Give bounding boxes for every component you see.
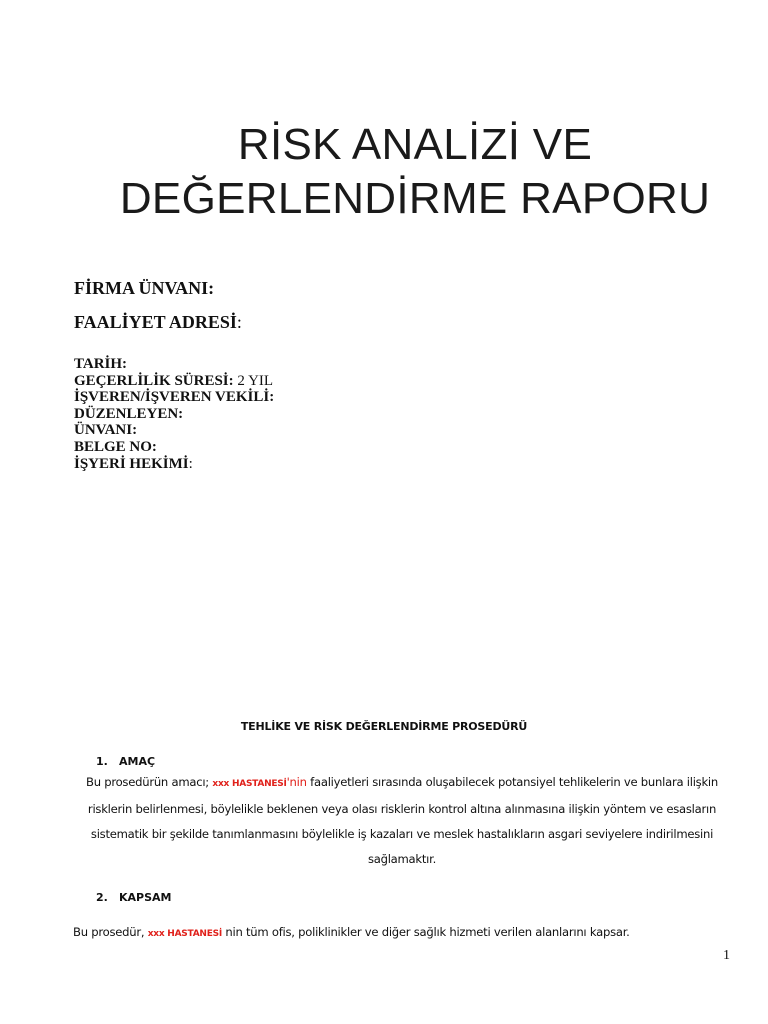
belge-no-label: BELGE NO: — [74, 438, 157, 455]
section-number: 1. — [96, 755, 108, 768]
faaliyet-adresi-colon: : — [236, 312, 242, 332]
section-heading-label: KAPSAM — [119, 891, 172, 904]
firma-unvani-label: FİRMA ÜNVANI: — [74, 278, 215, 298]
page-number: 1 — [723, 948, 730, 963]
tarih-label: TARİH: — [74, 356, 128, 372]
hospital-name: xxx HASTANESİ — [212, 779, 287, 789]
duzenleyen-label: DÜZENLEYEN: — [74, 405, 184, 422]
section-heading-amac — [96, 755, 155, 768]
gecerlilik-value: 2 YIL — [233, 372, 274, 389]
isyeri-hekimi-label: İŞYERİ HEKİMİ — [74, 455, 189, 472]
kapsam-text-before: Bu prosedür, — [73, 925, 148, 939]
amac-paragraph — [68, 770, 736, 872]
amac-text-before: Bu prosedürün amacı; — [85, 775, 213, 789]
isyeri-hekimi-colon: : — [188, 455, 193, 472]
faaliyet-adresi-field — [74, 312, 242, 333]
isveren-label: İŞVEREN/İŞVEREN VEKİLİ: — [74, 389, 275, 406]
unvani-label: ÜNVANI: — [74, 422, 138, 439]
gecerlilik-label: GEÇERLİLİK SÜRESİ: — [74, 372, 234, 389]
section-heading-kapsam — [96, 891, 171, 904]
report-title — [60, 118, 768, 226]
faaliyet-adresi-label: FAALİYET ADRESİ — [74, 312, 237, 332]
report-meta-block — [74, 356, 274, 472]
hospital-name: xxx HASTANESİ — [147, 929, 222, 939]
hospital-suffix: 'nin — [286, 775, 307, 789]
amac-text-after: faaliyetleri sırasında oluşabilecek potansiyel tehlikelerin ve bunlara ilişkin risklerin belirlenmesi, böylelikle beklenen veya olası risklerin kontrol altına alınmasına ilişkin yöntem ve esasların sistematik bir şekilde tanımlanmasını böylelikle iş kazaları ve meslek hastalıkların asgari seviyelere indirilmesini sağlamaktır. — [87, 775, 718, 866]
report-title-line-2: DEĞERLENDİRME RAPORU — [119, 174, 711, 223]
section-number: 2. — [96, 891, 108, 904]
procedure-title: TEHLİKE VE RİSK DEĞERLENDİRME PROSEDÜRÜ — [240, 720, 528, 733]
kapsam-text-after: nin tüm ofis, poliklinikler ve diğer sağlık hizmeti verilen alanlarını kapsar. — [221, 925, 630, 939]
report-title-line-1: RİSK ANALİZİ VE — [237, 120, 593, 169]
kapsam-paragraph — [73, 925, 630, 939]
section-heading-label: AMAÇ — [119, 755, 156, 768]
